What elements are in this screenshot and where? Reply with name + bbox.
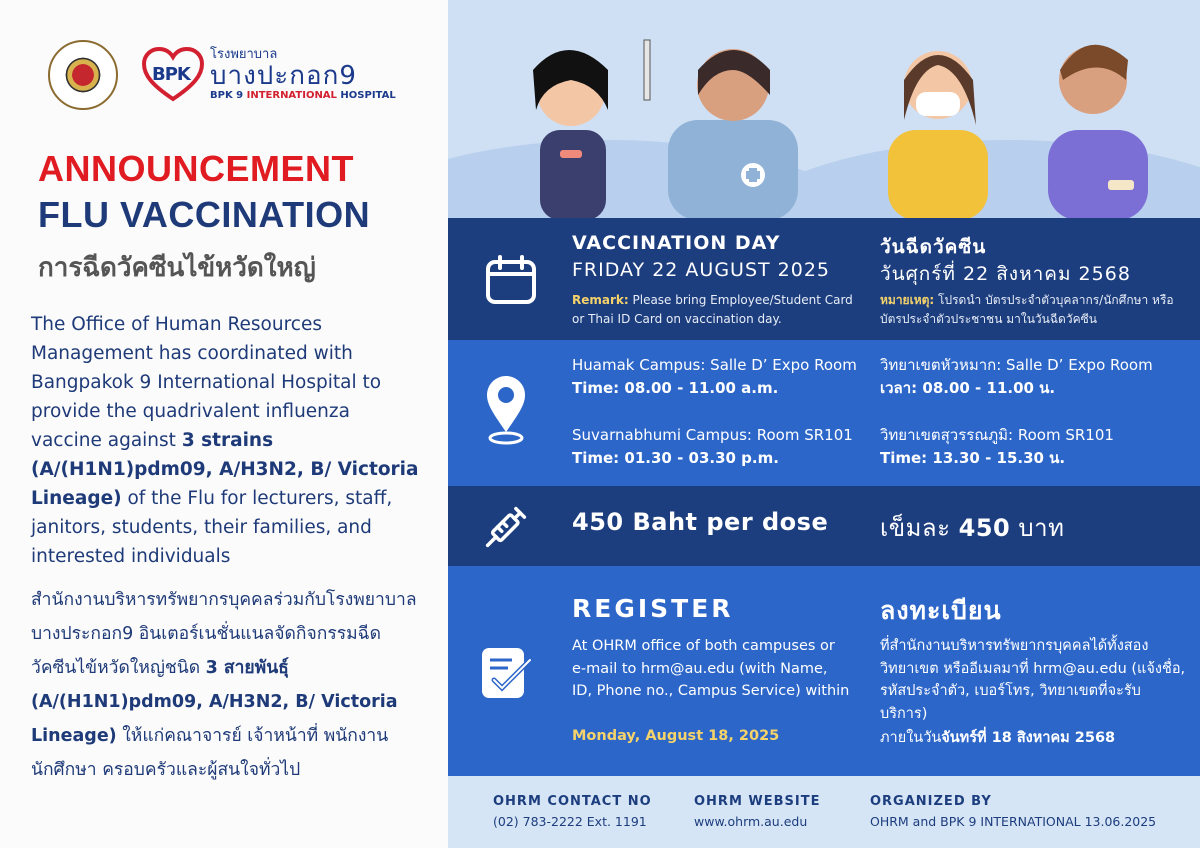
contact-value: (02) 783-2222 Ext. 1191 — [493, 814, 647, 829]
vaccination-day-heading: VACCINATION DAY — [572, 232, 781, 254]
contact-label: OHRM CONTACT NO — [493, 794, 652, 809]
register-deadline-th: ภายในวันจันทร์ที่ 18 สิงหาคม 2568 — [880, 730, 1116, 746]
logo-heart-text: BPK — [152, 64, 190, 85]
organized-value: OHRM and BPK 9 INTERNATIONAL 13.06.2025 — [870, 814, 1157, 829]
flu-vaccination-title-th: การฉีดวัคซีนไข้หวัดใหญ่ — [38, 253, 316, 283]
remark-en: Remark: Please bring Employee/Student Card or Thai ID Card on vaccination day. — [572, 293, 853, 326]
left-panel — [0, 0, 448, 848]
huamak-time-en: Time: 08.00 - 11.00 a.m. — [572, 379, 779, 397]
hospital-name-th-small: โรงพยาบาล — [210, 47, 278, 62]
register-section — [448, 566, 1200, 776]
price-section — [448, 486, 1200, 566]
website-link[interactable]: www.ohrm.au.edu — [694, 814, 808, 829]
location-pin-icon — [484, 374, 528, 450]
huamak-location-th: วิทยาเขตหัวหมาก: Salle D’ Expo Room — [880, 356, 1153, 374]
huamak-location-en: Huamak Campus: Salle D’ Expo Room — [572, 356, 857, 374]
remark-th: หมายเหตุ: โปรดนำ บัตรประจำตัวบุคลากร/นักศึกษา หรือ บัตรประจำตัวประชาชน มาในวันฉีดวัคซีน — [880, 293, 1174, 326]
suvarna-location-th: วิทยาเขตสุวรรณภูมิ: Room SR101 — [880, 426, 1114, 444]
suvarna-time-th: Time: 13.30 - 15.30 น. — [880, 449, 1066, 467]
hospital-name-en: BPK 9 INTERNATIONAL HOSPITAL — [210, 90, 396, 101]
hospital-logo — [142, 47, 396, 103]
footer-section — [448, 776, 1200, 848]
bpk-heart-logo-icon — [142, 47, 204, 103]
huamak-time-th: เวลา: 08.00 - 11.00 น. — [880, 379, 1056, 397]
suvarna-time-en: Time: 01.30 - 03.30 p.m. — [572, 449, 779, 467]
right-panel — [448, 0, 1200, 848]
register-form-icon — [480, 646, 534, 704]
vaccination-day-heading-th: วันฉีดวัคซีน — [880, 236, 987, 258]
register-heading: REGISTER — [572, 594, 734, 623]
locations-section — [448, 340, 1200, 486]
vaccination-date-en: FRIDAY 22 AUGUST 2025 — [572, 259, 831, 281]
vaccination-illustration — [448, 0, 1200, 218]
announcement-title: ANNOUNCEMENT — [38, 148, 354, 189]
register-body-th: ที่สำนักงานบริหารทรัพยากรบุคคลได้ทั้งสองวิทยาเขต หรืออีเมลมาที่ hrm@au.edu (แจ้งชื่อ, รหัสประจำตัว, เบอร์โทร, วิทยาเขตที่จะรับบริการ) — [880, 638, 1186, 722]
register-body-en: At OHRM office of both campuses or e-mail to hrm@au.edu (with Name, ID, Phone no., Campus Service) within — [572, 638, 850, 699]
website-label: OHRM WEBSITE — [694, 794, 821, 809]
vaccination-day-section — [448, 218, 1200, 340]
organized-label: ORGANIZED BY — [870, 794, 992, 809]
hospital-name — [210, 48, 396, 102]
flu-vaccination-title: FLU VACCINATION — [38, 194, 371, 235]
register-heading-th: ลงทะเบียน — [880, 596, 1002, 625]
description-th: สำนักงานบริหารทรัพยากรบุคคลร่วมกับโรงพยาบาลบางประกอก9 อินเตอร์เนชั่นแนลจัดกิจกรรมฉีดวัคซีนไข้หวัดใหญ่ชนิด 3 สายพันธุ์ (A/(H1N1)pdm09, A/H3N2, B/ Victoria Lineage) ให้แก่คณาจารย์ เจ้าหน้าที่ พนักงาน นักศึกษา ครอบครัวและผู้สนใจทั่วไป — [31, 590, 417, 780]
vaccination-date-th: วันศุกร์ที่ 22 สิงหาคม 2568 — [880, 263, 1131, 285]
price-th: เข็มละ 450 บาท — [880, 514, 1065, 542]
suvarna-location-en: Suvarnabhumi Campus: Room SR101 — [572, 426, 853, 444]
calendar-icon — [484, 254, 538, 312]
logo-row — [48, 38, 396, 112]
price-en: 450 Baht per dose — [572, 508, 829, 536]
description-en: The Office of Human Resources Management has coordinated with Bangpakok 9 International Hospital to provide the quadrivalent influenza vaccine against 3 strains (A/(H1N1)pdm09, A/H3N2, B/ Victoria Lineage) of the Flu for lecturers, staff, janitors, students, their families, and interested individuals — [31, 314, 419, 567]
university-seal-icon — [48, 40, 118, 110]
syringe-icon — [478, 500, 534, 558]
register-deadline-en: Monday, August 18, 2025 — [572, 728, 780, 744]
hospital-name-th-big: บางปะกอก9 — [210, 61, 357, 91]
